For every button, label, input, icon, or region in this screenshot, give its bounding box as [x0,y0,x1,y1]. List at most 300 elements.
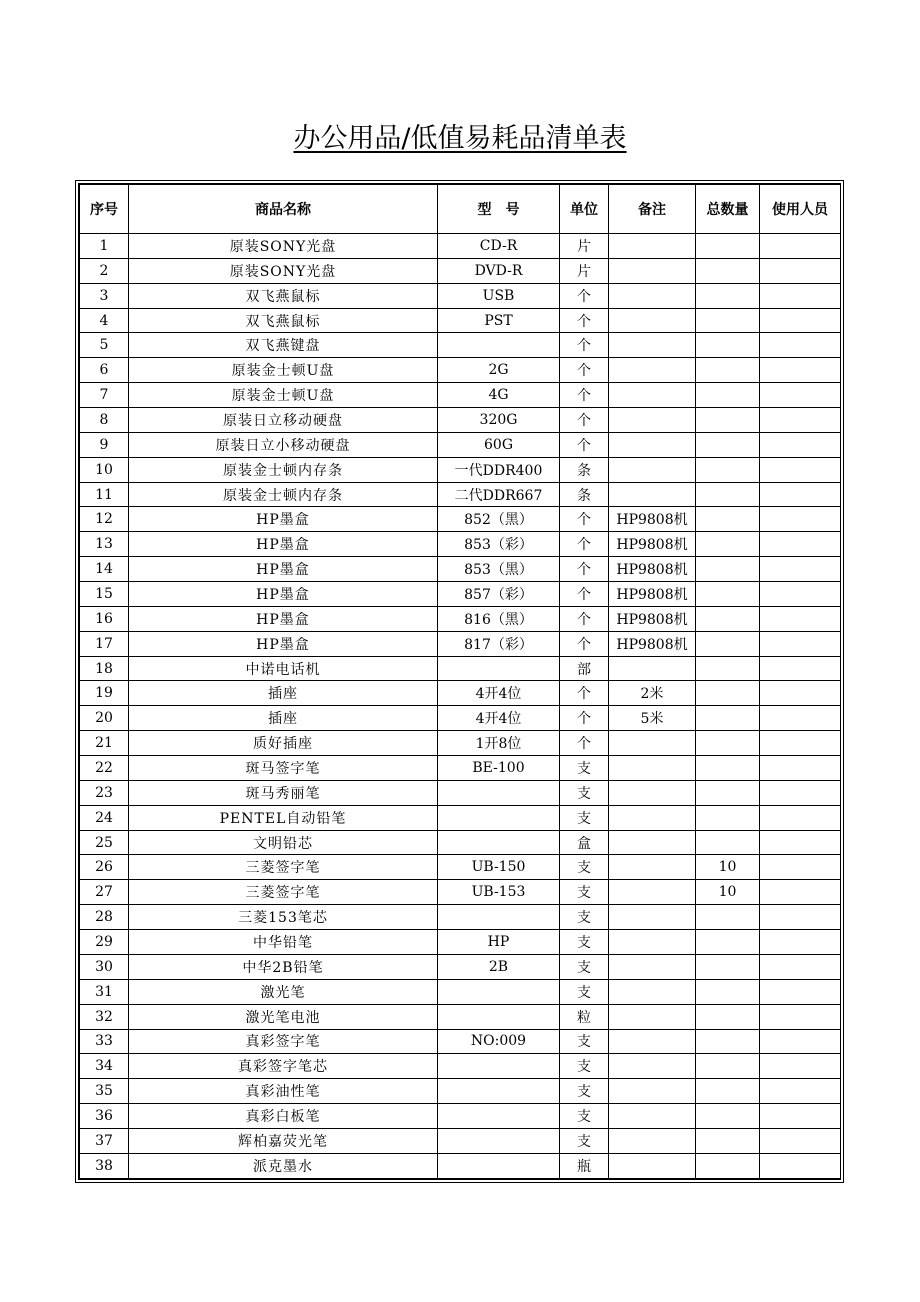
cell-note [609,979,696,1004]
cell-type: 4开4位 [438,681,560,706]
table-header-row [80,185,841,234]
cell-unit: 支 [560,1104,609,1129]
cell-unit: 瓶 [560,1153,609,1178]
cell-type: 二代DDR667 [438,482,560,507]
table-row [80,706,841,731]
cell-note [609,432,696,457]
table-row [80,1104,841,1129]
cell-note [609,383,696,408]
table-row [80,780,841,805]
cell-type: CD-R [438,234,560,259]
table-row [80,258,841,283]
cell-note [609,457,696,482]
cell-unit: 个 [560,507,609,532]
cell-index: 18 [80,656,129,681]
cell-note [609,308,696,333]
cell-user [760,1128,841,1153]
cell-name: 真彩签字笔 [129,1029,438,1054]
cell-note [609,1004,696,1029]
table-row [80,358,841,383]
cell-quantity [696,706,760,731]
cell-name: HP墨盒 [129,507,438,532]
cell-quantity [696,1153,760,1178]
cell-quantity [696,1079,760,1104]
cell-quantity [696,805,760,830]
cell-type [438,1004,560,1029]
cell-type: DVD-R [438,258,560,283]
cell-user [760,855,841,880]
cell-note [609,234,696,259]
cell-type: 2G [438,358,560,383]
cell-index: 6 [80,358,129,383]
cell-type: PST [438,308,560,333]
cell-name: 派克墨水 [129,1153,438,1178]
cell-quantity [696,979,760,1004]
cell-note [609,656,696,681]
cell-unit: 支 [560,905,609,930]
cell-note [609,756,696,781]
cell-type [438,1079,560,1104]
table-row [80,333,841,358]
cell-index: 35 [80,1079,129,1104]
table-row [80,606,841,631]
cell-index: 7 [80,383,129,408]
table-row [80,1029,841,1054]
table-row [80,507,841,532]
table-row [80,656,841,681]
cell-name: 双飞燕鼠标 [129,283,438,308]
cell-unit: 粒 [560,1004,609,1029]
cell-unit: 片 [560,258,609,283]
cell-type: BE-100 [438,756,560,781]
cell-user [760,482,841,507]
cell-index: 29 [80,930,129,955]
table-row [80,631,841,656]
cell-type: 853（彩） [438,532,560,557]
cell-unit: 个 [560,283,609,308]
cell-index: 30 [80,954,129,979]
cell-name: 原装金士顿内存条 [129,457,438,482]
cell-note: HP9808机 [609,582,696,607]
cell-user [760,383,841,408]
cell-type [438,830,560,855]
cell-user [760,830,841,855]
cell-user [760,308,841,333]
table-body [80,234,841,1179]
cell-user [760,1079,841,1104]
cell-quantity [696,283,760,308]
cell-user [760,507,841,532]
cell-user [760,432,841,457]
cell-name: HP墨盒 [129,606,438,631]
cell-type [438,1153,560,1178]
cell-note [609,258,696,283]
cell-unit: 支 [560,1054,609,1079]
cell-user [760,532,841,557]
header-user: 使用人员 [760,185,841,234]
cell-quantity: 10 [696,855,760,880]
cell-name: HP墨盒 [129,557,438,582]
cell-type: UB-153 [438,880,560,905]
cell-note [609,358,696,383]
cell-user [760,1004,841,1029]
cell-note: HP9808机 [609,631,696,656]
cell-type: 1开8位 [438,731,560,756]
cell-type: NO:009 [438,1029,560,1054]
cell-unit: 个 [560,383,609,408]
table-row [80,756,841,781]
cell-note: HP9808机 [609,507,696,532]
cell-name: 原装SONY光盘 [129,234,438,259]
cell-index: 34 [80,1054,129,1079]
cell-type [438,979,560,1004]
cell-name: 中华铅笔 [129,930,438,955]
cell-name: HP墨盒 [129,532,438,557]
page-title-text: 办公用品/低值易耗品清单表 [293,123,627,154]
cell-user [760,333,841,358]
cell-quantity [696,1128,760,1153]
cell-name: 三菱153笔芯 [129,905,438,930]
cell-note [609,1153,696,1178]
cell-type: UB-150 [438,855,560,880]
table-row [80,234,841,259]
cell-quantity [696,532,760,557]
cell-name: 斑马签字笔 [129,756,438,781]
cell-type: 853（黑） [438,557,560,582]
cell-name: PENTEL自动铅笔 [129,805,438,830]
cell-quantity [696,408,760,433]
cell-note [609,930,696,955]
cell-name: 中华2B铅笔 [129,954,438,979]
cell-user [760,1104,841,1129]
cell-type: 852（黑） [438,507,560,532]
cell-unit: 个 [560,358,609,383]
cell-note: 5米 [609,706,696,731]
cell-user [760,1153,841,1178]
cell-type: 857（彩） [438,582,560,607]
cell-unit: 支 [560,880,609,905]
cell-user [760,780,841,805]
cell-type [438,805,560,830]
cell-unit: 个 [560,333,609,358]
cell-index: 26 [80,855,129,880]
cell-unit: 条 [560,457,609,482]
cell-name: 斑马秀丽笔 [129,780,438,805]
cell-unit: 支 [560,954,609,979]
table-row [80,930,841,955]
cell-quantity [696,258,760,283]
header-quantity: 总数量 [696,185,760,234]
cell-user [760,606,841,631]
cell-quantity [696,756,760,781]
cell-user [760,358,841,383]
cell-unit: 个 [560,532,609,557]
cell-type: 4开4位 [438,706,560,731]
cell-name: 双飞燕键盘 [129,333,438,358]
cell-note [609,482,696,507]
cell-name: 原装金士顿U盘 [129,358,438,383]
cell-index: 10 [80,457,129,482]
cell-index: 8 [80,408,129,433]
cell-user [760,582,841,607]
table-row [80,432,841,457]
cell-name: 插座 [129,681,438,706]
cell-name: 双飞燕鼠标 [129,308,438,333]
cell-index: 22 [80,756,129,781]
cell-index: 21 [80,731,129,756]
header-unit: 单位 [560,185,609,234]
table-row [80,1128,841,1153]
cell-unit: 支 [560,780,609,805]
cell-user [760,631,841,656]
cell-name: 原装日立移动硬盘 [129,408,438,433]
cell-name: 中诺电话机 [129,656,438,681]
cell-name: 三菱签字笔 [129,855,438,880]
cell-index: 12 [80,507,129,532]
cell-quantity [696,557,760,582]
cell-index: 15 [80,582,129,607]
cell-quantity [696,606,760,631]
cell-quantity: 10 [696,880,760,905]
cell-type: 4G [438,383,560,408]
cell-user [760,283,841,308]
cell-quantity [696,656,760,681]
cell-type: 60G [438,432,560,457]
cell-name: 辉柏嘉荧光笔 [129,1128,438,1153]
table-row [80,308,841,333]
cell-quantity [696,1029,760,1054]
cell-note [609,780,696,805]
cell-type [438,1104,560,1129]
cell-index: 19 [80,681,129,706]
cell-index: 20 [80,706,129,731]
cell-quantity [696,234,760,259]
table-row [80,457,841,482]
table-row [80,979,841,1004]
cell-unit: 支 [560,1128,609,1153]
cell-note: HP9808机 [609,532,696,557]
cell-unit: 个 [560,557,609,582]
cell-unit: 支 [560,855,609,880]
cell-user [760,930,841,955]
cell-user [760,557,841,582]
header-name: 商品名称 [129,185,438,234]
cell-index: 2 [80,258,129,283]
cell-quantity [696,905,760,930]
cell-user [760,681,841,706]
cell-unit: 个 [560,408,609,433]
table-row [80,855,841,880]
cell-user [760,880,841,905]
cell-note [609,1079,696,1104]
cell-unit: 个 [560,731,609,756]
cell-unit: 盒 [560,830,609,855]
table-row [80,383,841,408]
cell-index: 27 [80,880,129,905]
cell-index: 9 [80,432,129,457]
cell-quantity [696,1104,760,1129]
cell-unit: 支 [560,756,609,781]
header-note: 备注 [609,185,696,234]
cell-name: 激光笔 [129,979,438,1004]
cell-index: 3 [80,283,129,308]
cell-note: HP9808机 [609,606,696,631]
cell-unit: 个 [560,606,609,631]
cell-quantity [696,333,760,358]
cell-note [609,954,696,979]
cell-quantity [696,482,760,507]
cell-note [609,731,696,756]
table-row [80,283,841,308]
cell-quantity [696,731,760,756]
cell-index: 23 [80,780,129,805]
cell-note [609,880,696,905]
cell-index: 11 [80,482,129,507]
page-title [0,116,920,155]
table-row [80,681,841,706]
table-row [80,408,841,433]
cell-type [438,333,560,358]
table-row [80,905,841,930]
cell-user [760,1054,841,1079]
cell-quantity [696,507,760,532]
cell-type [438,1054,560,1079]
cell-user [760,805,841,830]
cell-unit: 个 [560,681,609,706]
cell-user [760,258,841,283]
table-row [80,532,841,557]
cell-quantity [696,308,760,333]
cell-name: 真彩白板笔 [129,1104,438,1129]
cell-note [609,1128,696,1153]
cell-quantity [696,1004,760,1029]
table-row [80,582,841,607]
cell-index: 28 [80,905,129,930]
cell-name: 质好插座 [129,731,438,756]
cell-unit: 个 [560,582,609,607]
cell-user [760,756,841,781]
cell-user [760,731,841,756]
cell-quantity [696,930,760,955]
inventory-table [79,184,841,1179]
cell-note [609,830,696,855]
cell-type [438,656,560,681]
cell-unit: 支 [560,979,609,1004]
cell-type: USB [438,283,560,308]
cell-type: HP [438,930,560,955]
header-type: 型 号 [438,185,560,234]
cell-unit: 片 [560,234,609,259]
cell-name: 原装金士顿内存条 [129,482,438,507]
cell-index: 38 [80,1153,129,1178]
cell-unit: 个 [560,706,609,731]
cell-index: 4 [80,308,129,333]
table-row [80,1054,841,1079]
cell-unit: 支 [560,930,609,955]
cell-type: 320G [438,408,560,433]
cell-note [609,1029,696,1054]
cell-unit: 条 [560,482,609,507]
table-row [80,954,841,979]
cell-quantity [696,1054,760,1079]
cell-index: 37 [80,1128,129,1153]
cell-note [609,905,696,930]
cell-type [438,905,560,930]
cell-index: 24 [80,805,129,830]
cell-user [760,234,841,259]
cell-user [760,1029,841,1054]
cell-user [760,656,841,681]
table-row [80,557,841,582]
table-row [80,1079,841,1104]
cell-note [609,1054,696,1079]
table-row [80,880,841,905]
cell-name: 真彩签字笔芯 [129,1054,438,1079]
cell-name: 原装SONY光盘 [129,258,438,283]
cell-quantity [696,681,760,706]
cell-type [438,780,560,805]
table-row [80,482,841,507]
cell-quantity [696,830,760,855]
cell-user [760,905,841,930]
cell-type: 816（黑） [438,606,560,631]
cell-index: 1 [80,234,129,259]
cell-note [609,855,696,880]
cell-name: 三菱签字笔 [129,880,438,905]
cell-unit: 部 [560,656,609,681]
cell-note [609,283,696,308]
cell-user [760,979,841,1004]
cell-index: 17 [80,631,129,656]
cell-note [609,333,696,358]
cell-unit: 个 [560,432,609,457]
cell-unit: 支 [560,805,609,830]
cell-note: 2米 [609,681,696,706]
cell-name: 原装金士顿U盘 [129,383,438,408]
cell-note [609,1104,696,1129]
cell-note: HP9808机 [609,557,696,582]
cell-type: 817（彩） [438,631,560,656]
cell-quantity [696,457,760,482]
cell-user [760,706,841,731]
cell-quantity [696,432,760,457]
cell-user [760,457,841,482]
inventory-table-frame [78,183,841,1180]
cell-index: 25 [80,830,129,855]
cell-type: 2B [438,954,560,979]
cell-type: 一代DDR400 [438,457,560,482]
cell-unit: 支 [560,1079,609,1104]
cell-name: 真彩油性笔 [129,1079,438,1104]
cell-unit: 支 [560,1029,609,1054]
cell-index: 5 [80,333,129,358]
cell-quantity [696,582,760,607]
header-index: 序号 [80,185,129,234]
cell-index: 16 [80,606,129,631]
cell-index: 33 [80,1029,129,1054]
cell-unit: 个 [560,631,609,656]
table-row [80,1153,841,1178]
cell-note [609,408,696,433]
cell-quantity [696,631,760,656]
cell-name: 激光笔电池 [129,1004,438,1029]
cell-index: 36 [80,1104,129,1129]
cell-name: 文明铅芯 [129,830,438,855]
table-row [80,805,841,830]
cell-index: 14 [80,557,129,582]
cell-index: 13 [80,532,129,557]
cell-name: HP墨盒 [129,631,438,656]
